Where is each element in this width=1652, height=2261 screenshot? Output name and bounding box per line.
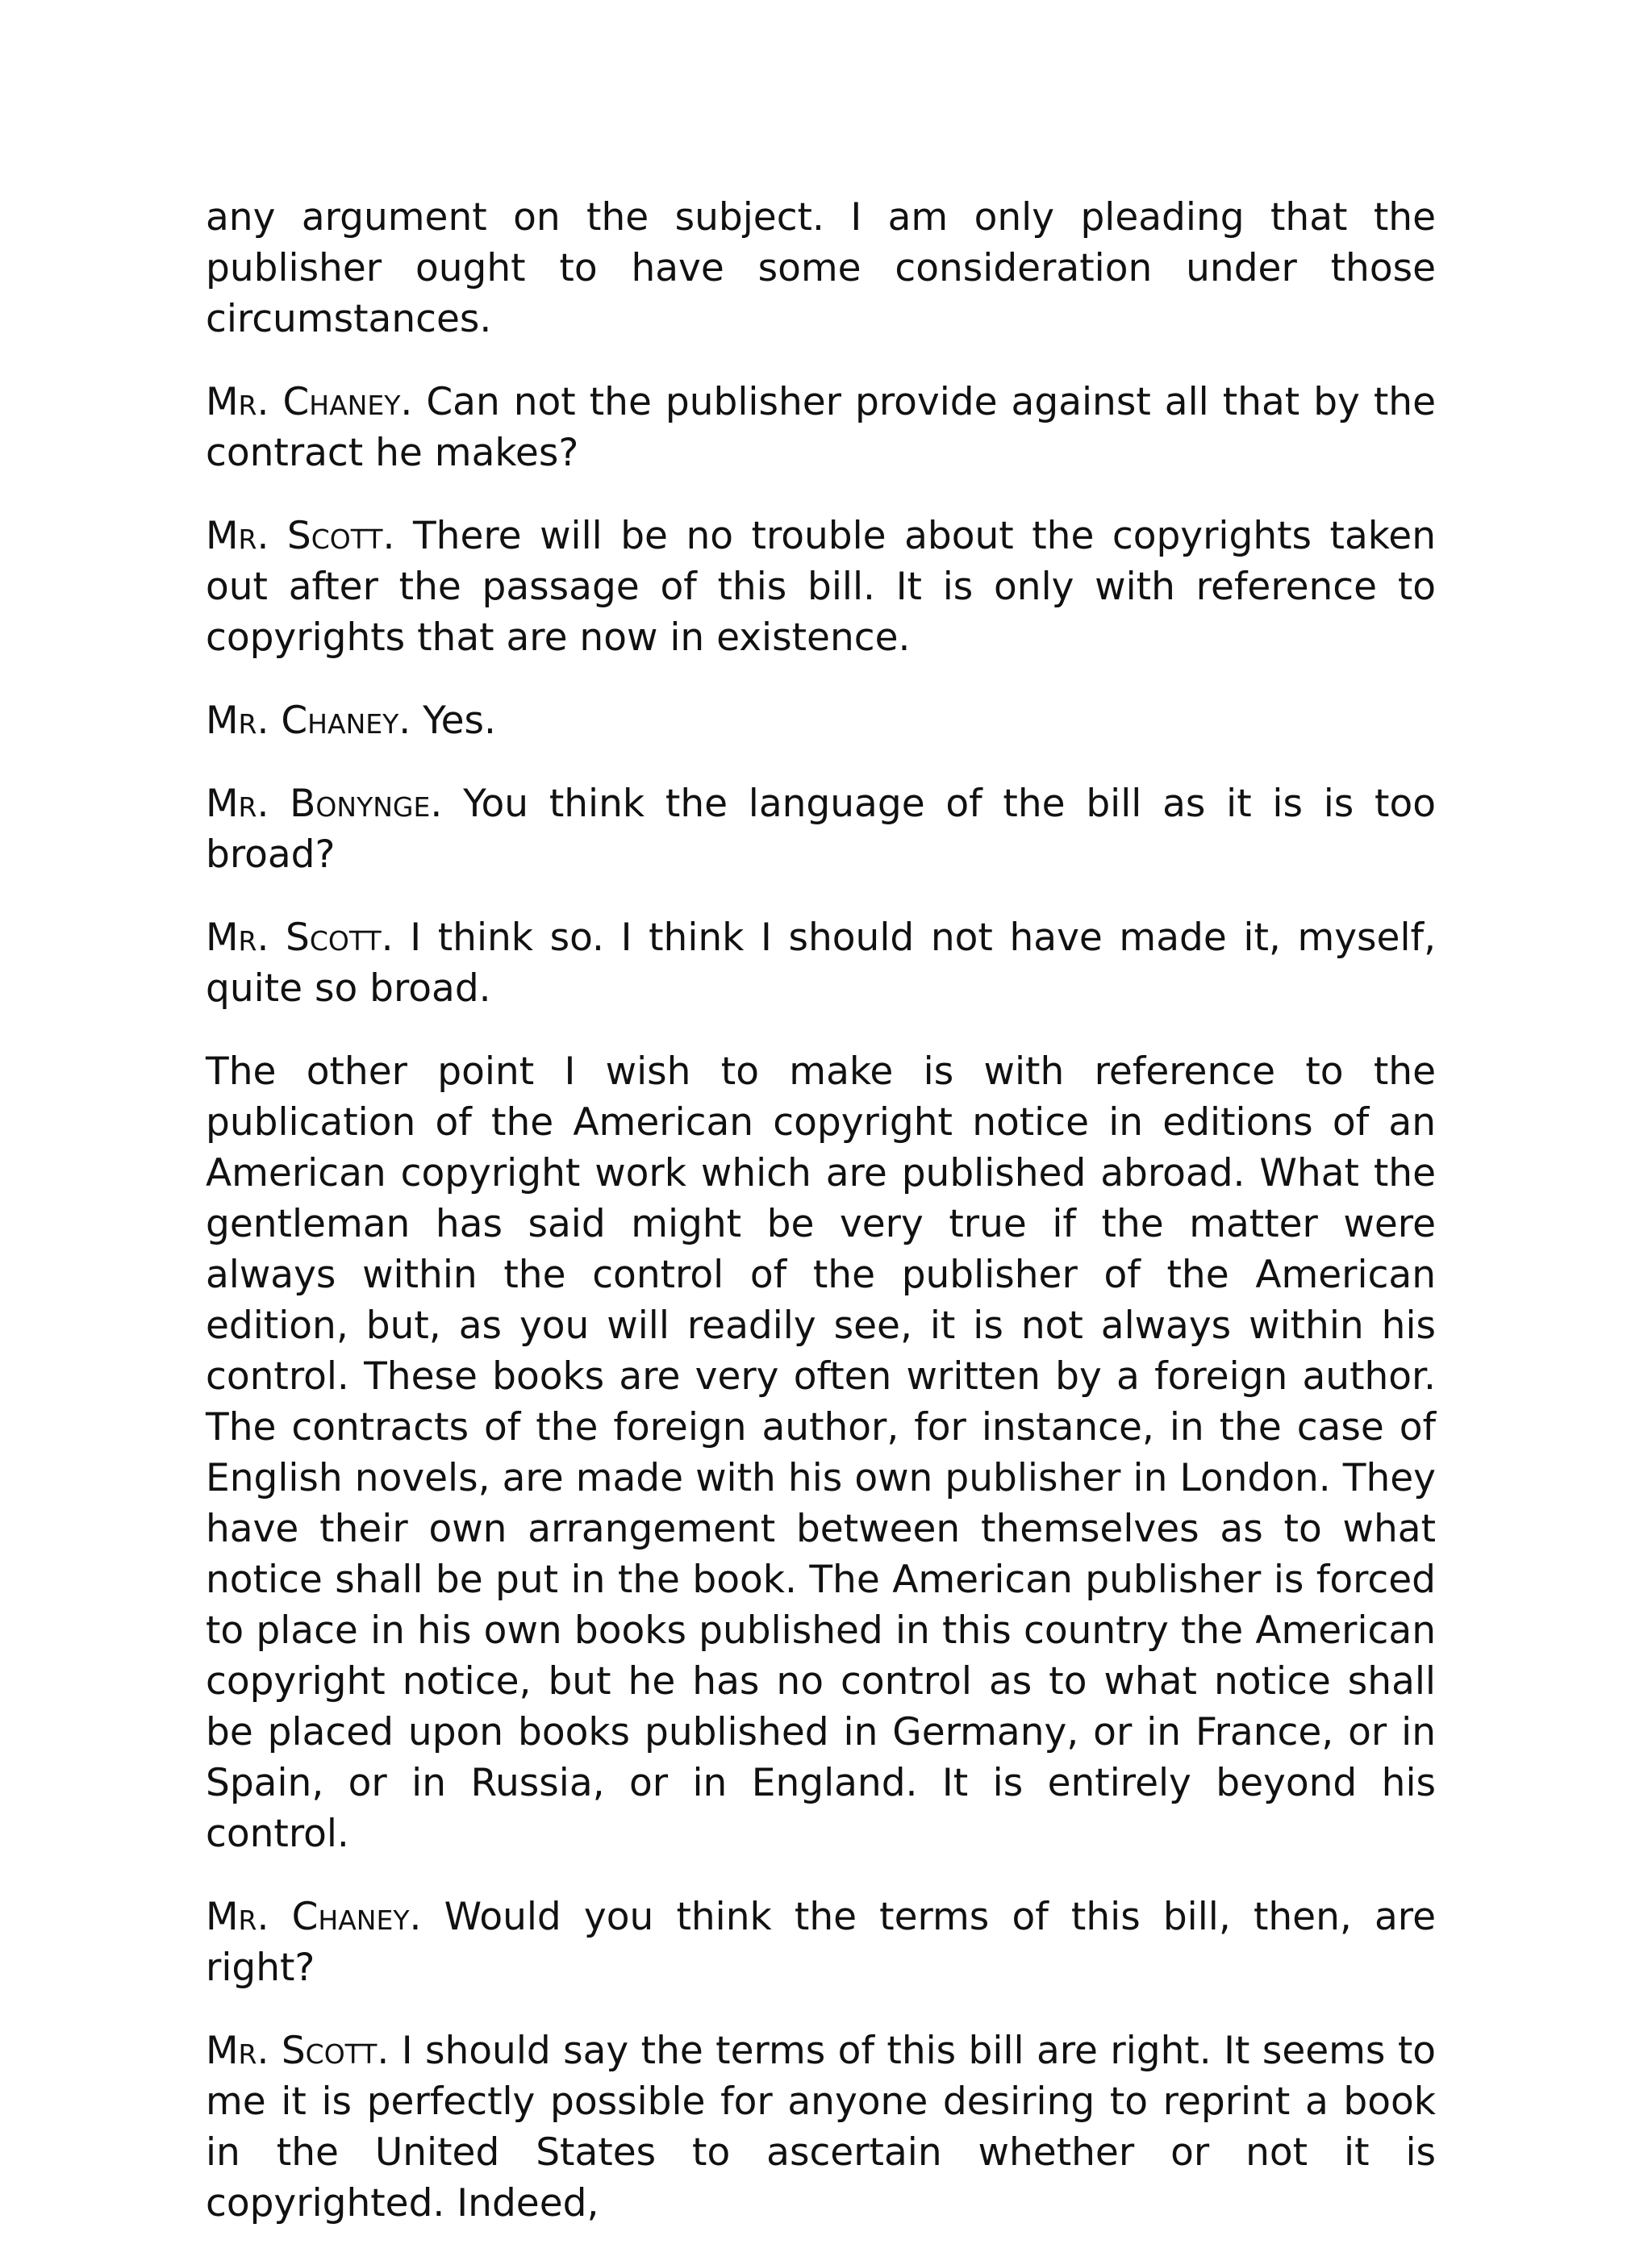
paragraph-text: The other point I wish to make is with reference to the publication of the American copyright notice in editions of an American copyright work which are published abroad. What the gentleman has said might be very true if the matter were always within the control of the publisher of the American edition, but, as you will readily see, it is not always within his control. These books are very often written by a foreign author. The contracts of the foreign author, for instance, in the case of English novels, are made with his own publisher in London. They have their own arrangement between themselves as to what notice shall be put in the book. The American publisher is forced to place in his own books published in this country the American copyright notice, but he has no control as to what notice shall be placed upon books published in Germany, or in France, or in Spain, or in Russia, or in England. It is entirely beyond his control. [206,1049,1436,1856]
paragraph-text: There will be no trouble about the copyrights taken out after the passage of this bill. It is only with reference to copyrights that are now in existence. [206,514,1437,660]
paragraph-9 [206,2025,1436,2229]
paragraph-3 [206,511,1436,663]
speaker-name: Mr. Chaney. [206,1895,422,1939]
paragraph-text: any argument on the subject. I am only pleading that the publisher ought to have some consideration under those circumstances. [206,195,1436,341]
speaker-name: Mr. Scott. [206,916,394,960]
paragraph-text: I think so. I think I should not have made it, myself, quite so broad. [206,916,1437,1011]
paragraph-4 [206,695,1436,746]
paragraph-5 [206,778,1436,880]
paragraph-text: Would you think the terms of this bill, then, are right? [206,1895,1436,1990]
paragraph-6 [206,912,1436,1014]
speaker-name: Mr. Scott. [206,2029,390,2073]
paragraph-text: You think the language of the bill as it is is too broad? [206,782,1436,877]
paragraph-8 [206,1892,1436,1993]
paragraph-text: I should say the terms of this bill are right. It seems to me it is perfectly possible for anyone desiring to reprint a book in the United States to ascertain whether or not it is copyrighted. Indeed, [206,2029,1437,2226]
paragraph-text: Yes. [411,699,496,743]
paragraph-1 [206,192,1436,344]
speaker-name: Mr. Scott. [206,514,395,558]
paragraph-text: Can not the publisher provide against all that by the contract he makes? [206,380,1437,475]
document-page [206,192,1436,2261]
speaker-name: Mr. Chaney. [206,699,411,743]
paragraph-7 [206,1046,1436,1859]
paragraph-2 [206,377,1436,478]
speaker-name: Mr. Bonynge. [206,782,443,826]
speaker-name: Mr. Chaney. [206,380,413,424]
